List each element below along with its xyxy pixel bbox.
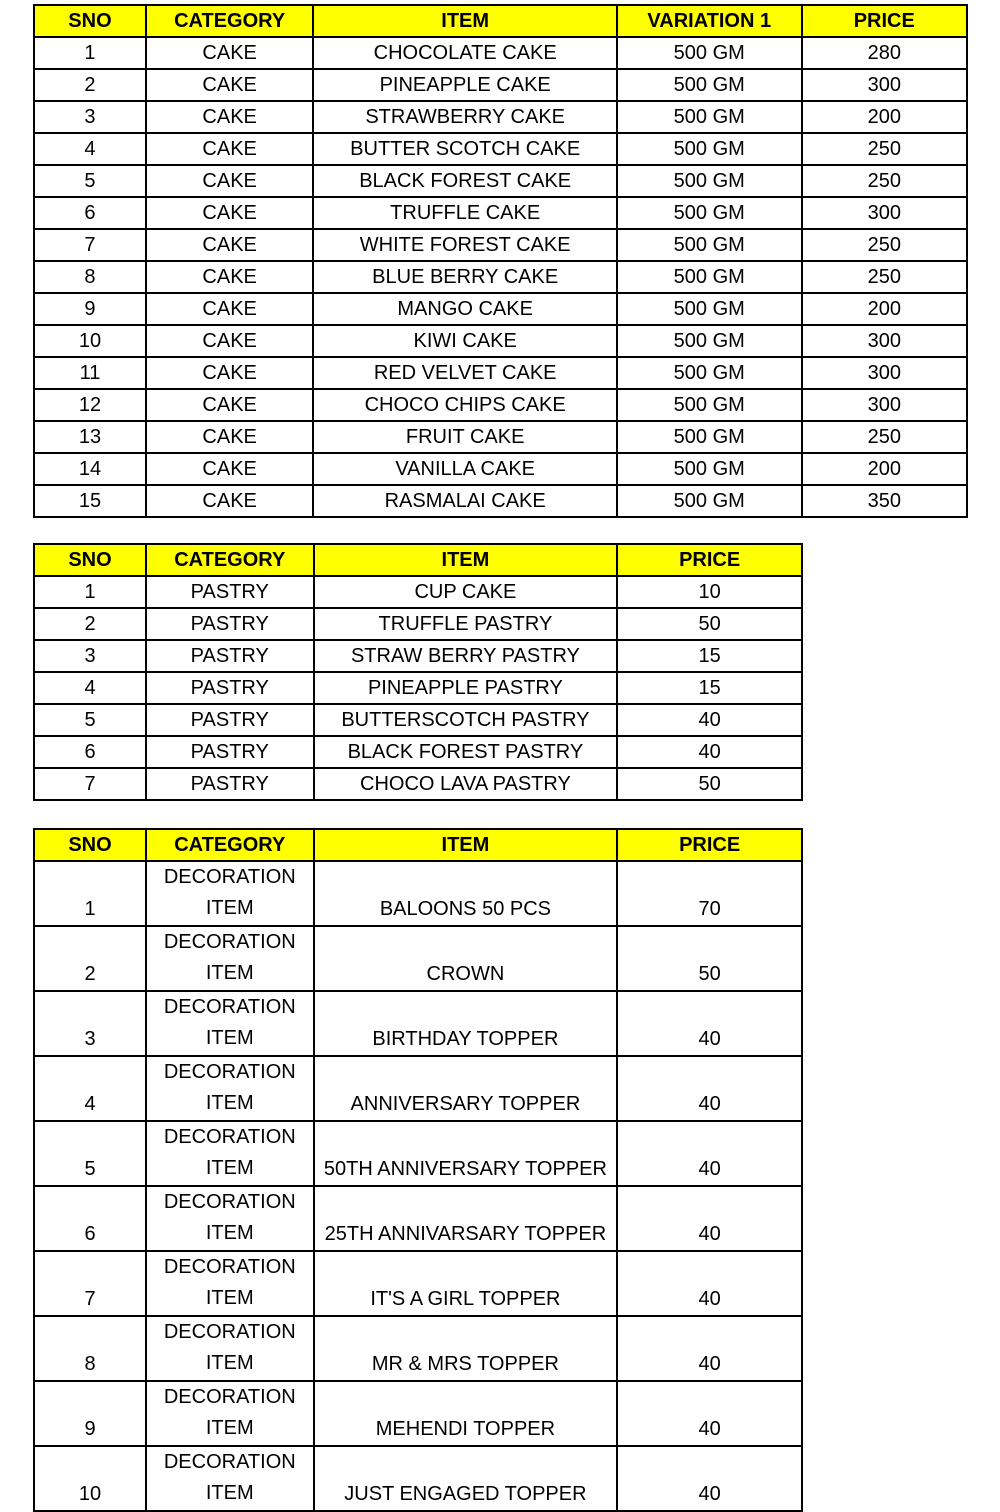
cell-variation: 500 GM <box>617 69 802 101</box>
cell-price: 40 <box>617 1446 802 1511</box>
pastry-table-header <box>34 544 802 576</box>
cell-item: CHOCO CHIPS CAKE <box>313 389 617 421</box>
table-row <box>34 357 967 389</box>
cell-sno: 2 <box>34 926 146 991</box>
table-row <box>34 37 967 69</box>
cell-variation: 500 GM <box>617 389 802 421</box>
cell-category <box>146 1251 314 1316</box>
category-line-1: DECORATION <box>163 1061 296 1083</box>
cell-category: PASTRY <box>146 736 314 768</box>
decoration-price-table <box>33 828 803 1512</box>
cell-variation: 500 GM <box>617 197 802 229</box>
cell-price: 40 <box>617 704 802 736</box>
cell-item: ANNIVERSARY TOPPER <box>314 1056 618 1121</box>
decoration-table-header <box>34 829 802 861</box>
cell-price: 40 <box>617 991 802 1056</box>
cell-sno: 7 <box>34 1251 146 1316</box>
cell-price: 40 <box>617 1251 802 1316</box>
cell-sno: 7 <box>34 229 146 261</box>
header-item: ITEM <box>314 544 618 576</box>
category-line-2: ITEM <box>205 1092 254 1114</box>
cell-variation: 500 GM <box>617 357 802 389</box>
cell-category: CAKE <box>146 453 313 485</box>
cell-price: 50 <box>617 608 802 640</box>
cell-category: CAKE <box>146 421 313 453</box>
table-row <box>34 389 967 421</box>
table-row <box>34 453 967 485</box>
cell-price: 40 <box>617 1121 802 1186</box>
cell-sno: 10 <box>34 1446 146 1511</box>
header-category: CATEGORY <box>146 544 314 576</box>
category-line-1: DECORATION <box>163 1191 296 1213</box>
category-line-1: DECORATION <box>163 931 296 953</box>
cake-table-header <box>34 5 967 37</box>
cell-item: 25TH ANNIVARSARY TOPPER <box>314 1186 618 1251</box>
cell-item: BIRTHDAY TOPPER <box>314 991 618 1056</box>
cell-price: 200 <box>802 453 967 485</box>
cell-sno: 8 <box>34 1316 146 1381</box>
table-row <box>34 640 802 672</box>
category-line-2: ITEM <box>205 1222 254 1244</box>
cell-price: 300 <box>802 357 967 389</box>
cell-category <box>146 991 314 1056</box>
table-row <box>34 672 802 704</box>
cell-item: TRUFFLE PASTRY <box>314 608 618 640</box>
cell-sno: 9 <box>34 293 146 325</box>
cell-item: CROWN <box>314 926 618 991</box>
cell-price: 50 <box>617 768 802 800</box>
cell-item: MEHENDI TOPPER <box>314 1381 618 1446</box>
cell-category: PASTRY <box>146 704 314 736</box>
cell-sno: 4 <box>34 672 146 704</box>
cell-price: 250 <box>802 261 967 293</box>
header-price: PRICE <box>617 829 802 861</box>
cell-sno: 2 <box>34 69 146 101</box>
category-line-2: ITEM <box>205 1352 254 1374</box>
table-row <box>34 1186 802 1251</box>
cell-category: CAKE <box>146 229 313 261</box>
cell-variation: 500 GM <box>617 453 802 485</box>
cell-price: 300 <box>802 325 967 357</box>
category-line-2: ITEM <box>205 962 254 984</box>
cell-item: CHOCOLATE CAKE <box>313 37 617 69</box>
cell-item: FRUIT CAKE <box>313 421 617 453</box>
cell-sno: 15 <box>34 485 146 517</box>
cell-sno: 13 <box>34 421 146 453</box>
table-row <box>34 1121 802 1186</box>
cell-sno: 4 <box>34 1056 146 1121</box>
table-row <box>34 861 802 926</box>
cell-price: 15 <box>617 672 802 704</box>
cell-category <box>146 926 314 991</box>
cell-price: 15 <box>617 640 802 672</box>
cell-item: KIWI CAKE <box>313 325 617 357</box>
header-sno: SNO <box>34 544 146 576</box>
cell-variation: 500 GM <box>617 165 802 197</box>
cell-sno: 1 <box>34 37 146 69</box>
cell-variation: 500 GM <box>617 485 802 517</box>
category-line-2: ITEM <box>205 1417 254 1439</box>
category-line-1: DECORATION <box>163 866 296 888</box>
cell-item: CUP CAKE <box>314 576 618 608</box>
table-row <box>34 576 802 608</box>
header-item: ITEM <box>313 5 617 37</box>
cell-category: CAKE <box>146 165 313 197</box>
category-line-2: ITEM <box>205 1027 254 1049</box>
cell-category: CAKE <box>146 325 313 357</box>
cell-price: 300 <box>802 69 967 101</box>
cell-sno: 8 <box>34 261 146 293</box>
table-row <box>34 101 967 133</box>
table-row <box>34 736 802 768</box>
cake-price-table <box>33 4 968 518</box>
cell-sno: 4 <box>34 133 146 165</box>
table-row <box>34 926 802 991</box>
cell-price: 250 <box>802 133 967 165</box>
category-line-1: DECORATION <box>163 1386 296 1408</box>
pastry-price-table <box>33 543 803 801</box>
header-sno: SNO <box>34 829 146 861</box>
cell-price: 280 <box>802 37 967 69</box>
cell-sno: 5 <box>34 1121 146 1186</box>
cell-category <box>146 1056 314 1121</box>
cell-sno: 9 <box>34 1381 146 1446</box>
cell-item: RED VELVET CAKE <box>313 357 617 389</box>
cell-price: 10 <box>617 576 802 608</box>
cell-sno: 2 <box>34 608 146 640</box>
cell-price: 300 <box>802 197 967 229</box>
cell-sno: 14 <box>34 453 146 485</box>
cell-sno: 3 <box>34 640 146 672</box>
header-category: CATEGORY <box>146 829 314 861</box>
category-line-1: DECORATION <box>163 1451 296 1473</box>
cell-variation: 500 GM <box>617 325 802 357</box>
category-line-2: ITEM <box>205 1157 254 1179</box>
table-row <box>34 704 802 736</box>
table-row <box>34 485 967 517</box>
cell-price: 250 <box>802 165 967 197</box>
cell-price: 40 <box>617 1056 802 1121</box>
table-row <box>34 421 967 453</box>
cell-category: CAKE <box>146 261 313 293</box>
category-line-2: ITEM <box>205 1482 254 1504</box>
cell-price: 40 <box>617 1381 802 1446</box>
category-line-2: ITEM <box>205 1287 254 1309</box>
category-line-1: DECORATION <box>163 996 296 1018</box>
cell-price: 40 <box>617 1316 802 1381</box>
cell-item: IT'S A GIRL TOPPER <box>314 1251 618 1316</box>
header-sno: SNO <box>34 5 146 37</box>
table-row <box>34 69 967 101</box>
cell-price: 40 <box>617 736 802 768</box>
table-row <box>34 1316 802 1381</box>
cell-category <box>146 1381 314 1446</box>
cell-price: 300 <box>802 389 967 421</box>
cell-variation: 500 GM <box>617 133 802 165</box>
cell-category: PASTRY <box>146 576 314 608</box>
cell-item: TRUFFLE CAKE <box>313 197 617 229</box>
cell-sno: 5 <box>34 704 146 736</box>
cell-sno: 7 <box>34 768 146 800</box>
cell-price: 70 <box>617 861 802 926</box>
cell-price: 350 <box>802 485 967 517</box>
cell-variation: 500 GM <box>617 293 802 325</box>
cell-sno: 10 <box>34 325 146 357</box>
cell-item: STRAW BERRY PASTRY <box>314 640 618 672</box>
cell-sno: 6 <box>34 736 146 768</box>
table-row <box>34 1446 802 1511</box>
table-row <box>34 325 967 357</box>
cell-category: CAKE <box>146 197 313 229</box>
cell-category <box>146 1316 314 1381</box>
cell-sno: 12 <box>34 389 146 421</box>
category-line-1: DECORATION <box>163 1321 296 1343</box>
cell-item: JUST ENGAGED TOPPER <box>314 1446 618 1511</box>
cell-item: PINEAPPLE CAKE <box>313 69 617 101</box>
table-row <box>34 608 802 640</box>
cell-item: BUTTER SCOTCH CAKE <box>313 133 617 165</box>
cell-item: MR & MRS TOPPER <box>314 1316 618 1381</box>
cell-item: VANILLA CAKE <box>313 453 617 485</box>
table-row <box>34 1381 802 1446</box>
cell-sno: 1 <box>34 861 146 926</box>
cell-category: CAKE <box>146 389 313 421</box>
cell-category <box>146 861 314 926</box>
cell-item: BLUE BERRY CAKE <box>313 261 617 293</box>
cell-item: STRAWBERRY CAKE <box>313 101 617 133</box>
header-price: PRICE <box>802 5 967 37</box>
table-row <box>34 768 802 800</box>
table-row <box>34 229 967 261</box>
table-row <box>34 261 967 293</box>
table-row <box>34 133 967 165</box>
cell-item: RASMALAI CAKE <box>313 485 617 517</box>
table-row <box>34 991 802 1056</box>
table-row <box>34 1056 802 1121</box>
category-line-1: DECORATION <box>163 1256 296 1278</box>
category-line-1: DECORATION <box>163 1126 296 1148</box>
cell-variation: 500 GM <box>617 37 802 69</box>
cell-price: 250 <box>802 229 967 261</box>
cell-item: WHITE FOREST CAKE <box>313 229 617 261</box>
cell-category <box>146 1446 314 1511</box>
header-price: PRICE <box>617 544 802 576</box>
cell-sno: 1 <box>34 576 146 608</box>
header-category: CATEGORY <box>146 5 313 37</box>
cell-item: BLACK FOREST PASTRY <box>314 736 618 768</box>
cell-sno: 11 <box>34 357 146 389</box>
cell-category: CAKE <box>146 485 313 517</box>
cell-item: CHOCO LAVA PASTRY <box>314 768 618 800</box>
table-row <box>34 165 967 197</box>
cell-sno: 3 <box>34 101 146 133</box>
cell-item: MANGO CAKE <box>313 293 617 325</box>
table-row <box>34 197 967 229</box>
cell-variation: 500 GM <box>617 101 802 133</box>
header-item: ITEM <box>314 829 618 861</box>
cell-category <box>146 1186 314 1251</box>
table-row <box>34 293 967 325</box>
cell-category: CAKE <box>146 357 313 389</box>
cell-variation: 500 GM <box>617 421 802 453</box>
cell-sno: 3 <box>34 991 146 1056</box>
cell-category: PASTRY <box>146 672 314 704</box>
cell-variation: 500 GM <box>617 229 802 261</box>
cell-sno: 5 <box>34 165 146 197</box>
cell-item: 50TH ANNIVERSARY TOPPER <box>314 1121 618 1186</box>
cell-variation: 500 GM <box>617 261 802 293</box>
cell-category: PASTRY <box>146 768 314 800</box>
cell-item: PINEAPPLE PASTRY <box>314 672 618 704</box>
cell-category: PASTRY <box>146 640 314 672</box>
cell-category: CAKE <box>146 133 313 165</box>
cell-price: 50 <box>617 926 802 991</box>
cell-category: CAKE <box>146 69 313 101</box>
cell-category: CAKE <box>146 293 313 325</box>
cell-price: 250 <box>802 421 967 453</box>
cell-category: PASTRY <box>146 608 314 640</box>
category-line-2: ITEM <box>205 897 254 919</box>
cell-item: BLACK FOREST CAKE <box>313 165 617 197</box>
cell-item: BUTTERSCOTCH PASTRY <box>314 704 618 736</box>
cell-category: CAKE <box>146 37 313 69</box>
cell-sno: 6 <box>34 197 146 229</box>
cell-price: 200 <box>802 293 967 325</box>
cell-price: 200 <box>802 101 967 133</box>
header-variation: VARIATION 1 <box>617 5 802 37</box>
table-row <box>34 1251 802 1316</box>
cell-category: CAKE <box>146 101 313 133</box>
cell-price: 40 <box>617 1186 802 1251</box>
cell-sno: 6 <box>34 1186 146 1251</box>
cell-item: BALOONS 50 PCS <box>314 861 618 926</box>
cell-category <box>146 1121 314 1186</box>
